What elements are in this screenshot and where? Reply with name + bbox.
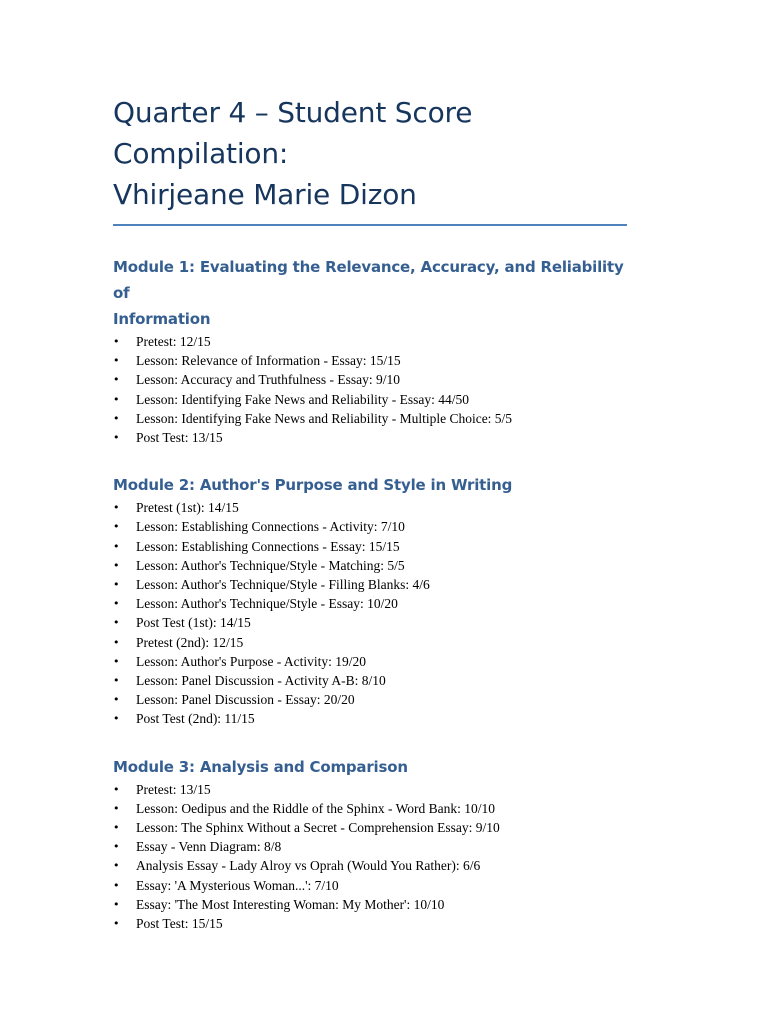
list-item [113, 671, 627, 690]
score-text: Pretest (2nd): 12/15 [136, 634, 244, 650]
list-item [113, 799, 627, 818]
score-text: Essay - Venn Diagram: 8/8 [136, 839, 282, 855]
bullet-icon: • [113, 635, 120, 649]
bullet-icon: • [113, 558, 120, 572]
document-title [113, 92, 627, 215]
bullet-icon: • [113, 801, 120, 815]
bullet-icon: • [113, 878, 120, 892]
bullet-icon: • [113, 693, 120, 707]
bullet-icon: • [113, 354, 120, 368]
document-page [113, 92, 627, 933]
bullet-icon: • [113, 859, 120, 873]
list-item [113, 556, 627, 575]
bullet-icon: • [113, 520, 120, 534]
bullet-icon: • [113, 616, 120, 630]
module-3-heading-line-1: Module 3: Analysis and Comparison [113, 757, 408, 776]
title-line-1: Quarter 4 – Student Score Compilation: [113, 96, 473, 170]
score-text: Essay: 'The Most Interesting Woman: My Mother': 10/10 [136, 896, 445, 912]
list-item [113, 633, 627, 652]
title-line-2: Vhirjeane Marie Dizon [113, 178, 417, 211]
list-item [113, 537, 627, 556]
title-underline-rule [113, 224, 627, 226]
score-text: Lesson: Accuracy and Truthfulness - Essay: 9/10 [136, 372, 400, 388]
bullet-icon: • [113, 782, 120, 796]
score-text: Lesson: Identifying Fake News and Reliability - Multiple Choice: 5/5 [136, 410, 513, 426]
score-text: Essay: 'A Mysterious Woman...': 7/10 [136, 877, 339, 893]
bullet-icon: • [113, 539, 120, 553]
bullet-icon: • [113, 840, 120, 854]
list-item [113, 856, 627, 875]
list-item [113, 575, 627, 594]
list-item [113, 332, 627, 351]
module-2-section [113, 472, 627, 728]
score-text: Lesson: Panel Discussion - Essay: 20/20 [136, 692, 355, 708]
score-text: Post Test: 13/15 [136, 430, 223, 446]
score-text: Pretest: 13/15 [136, 781, 211, 797]
module-1-section [113, 254, 627, 447]
score-text: Lesson: Relevance of Information - Essay: 15/15 [136, 353, 401, 369]
list-item [113, 594, 627, 613]
module-1-heading-line-1: Module 1: Evaluating the Relevance, Accuracy, and Reliability of [113, 258, 624, 302]
bullet-icon: • [113, 392, 120, 406]
bullet-icon: • [113, 578, 120, 592]
bullet-icon: • [113, 654, 120, 668]
score-text: Post Test: 15/15 [136, 916, 223, 932]
bullet-icon: • [113, 411, 120, 425]
score-text: Pretest: 12/15 [136, 334, 211, 349]
list-item [113, 652, 627, 671]
list-item [113, 351, 627, 370]
bullet-icon: • [113, 431, 120, 445]
score-text: Post Test (2nd): 11/15 [136, 711, 255, 727]
module-3-heading [113, 754, 627, 780]
list-item [113, 837, 627, 856]
score-text: Lesson: Establishing Connections - Activity: 7/10 [136, 519, 405, 535]
score-text: Lesson: Author's Technique/Style - Essay: 10/20 [136, 596, 398, 612]
bullet-icon: • [113, 373, 120, 387]
list-item [113, 818, 627, 837]
bullet-icon: • [113, 597, 120, 611]
score-text: Lesson: Identifying Fake News and Reliability - Essay: 44/50 [136, 391, 469, 407]
score-text: Lesson: Author's Technique/Style - Matching: 5/5 [136, 557, 405, 573]
module-3-score-list [113, 780, 627, 934]
module-1-heading-line-2: Information [113, 310, 211, 328]
score-text: Lesson: The Sphinx Without a Secret - Comprehension Essay: 9/10 [136, 820, 500, 836]
bullet-icon: • [113, 674, 120, 688]
score-text: Analysis Essay - Lady Alroy vs Oprah (Would You Rather): 6/6 [136, 858, 481, 874]
score-text: Post Test (1st): 14/15 [136, 615, 251, 631]
list-item [113, 780, 627, 799]
bullet-icon: • [113, 712, 120, 726]
score-text: Lesson: Oedipus and the Riddle of the Sphinx - Word Bank: 10/10 [136, 800, 496, 816]
list-item [113, 709, 627, 728]
list-item [113, 690, 627, 709]
list-item [113, 390, 627, 409]
module-2-heading-line-1: Module 2: Author's Purpose and Style in Writing [113, 476, 513, 495]
list-item [113, 895, 627, 914]
bullet-icon: • [113, 821, 120, 835]
list-item [113, 876, 627, 895]
module-2-heading [113, 472, 627, 498]
bullet-icon: • [113, 335, 120, 348]
module-1-score-list [113, 332, 627, 447]
module-2-score-list [113, 498, 627, 728]
module-1-heading [113, 254, 627, 332]
list-item [113, 428, 627, 447]
module-3-section [113, 754, 627, 934]
bullet-icon: • [113, 501, 120, 515]
score-text: Lesson: Author's Technique/Style - Filling Blanks: 4/6 [136, 577, 430, 593]
list-item [113, 409, 627, 428]
list-item [113, 498, 627, 517]
list-item [113, 517, 627, 536]
list-item [113, 370, 627, 389]
bullet-icon: • [113, 897, 120, 911]
score-text: Lesson: Establishing Connections - Essay: 15/15 [136, 538, 400, 554]
bullet-icon: • [113, 917, 120, 931]
score-text: Lesson: Panel Discussion - Activity A-B: 8/10 [136, 673, 386, 689]
list-item [113, 613, 627, 632]
list-item [113, 914, 627, 933]
score-text: Pretest (1st): 14/15 [136, 500, 239, 516]
score-text: Lesson: Author's Purpose - Activity: 19/20 [136, 653, 367, 669]
